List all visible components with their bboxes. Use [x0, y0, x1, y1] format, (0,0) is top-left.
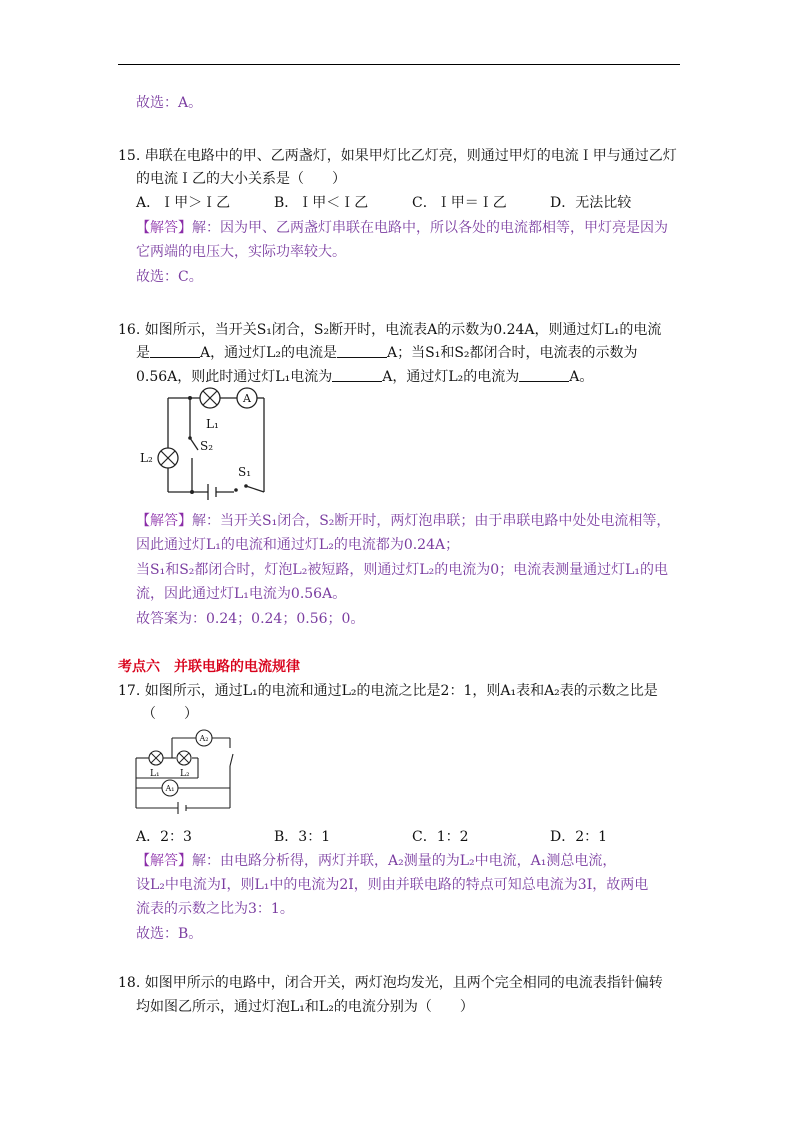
q17-answer-choice: 故选：B。: [136, 926, 203, 942]
q16-number: 16.: [118, 322, 141, 338]
lamp-l2: [177, 751, 191, 765]
svg-text:A₁: A₁: [165, 784, 175, 793]
label-s2: S₂: [200, 439, 214, 453]
q15-option-c[interactable]: C．Ｉ甲＝Ｉ乙: [412, 195, 507, 211]
label-s1: S₁: [238, 465, 252, 479]
q15-answer-choice: 故选：C。: [136, 269, 203, 285]
q16-answer-line2: 因此通过灯L₁的电流和通过灯L₂的电流都为0.24A；: [136, 537, 460, 553]
section-heading: 考点六 并联电路的电流规律: [118, 659, 300, 675]
q15-option-a[interactable]: A．Ｉ甲＞Ｉ乙: [136, 195, 231, 211]
q15-stem-line2: 的电流Ｉ乙的大小关系是（ ）: [136, 171, 346, 187]
label-l1: L₁: [206, 417, 219, 431]
label-l2: L₂: [140, 451, 153, 465]
q16-stem-line3: 0.56A，则此时通过灯L₁电流为 A，通过灯L₂的电流为 A。: [136, 369, 594, 385]
q17-option-d[interactable]: D．2：1: [550, 829, 608, 845]
q15-option-d[interactable]: D．无法比较: [550, 195, 632, 211]
q14-answer: 故选：A。: [136, 95, 203, 111]
q17-circuit-diagram: [134, 726, 244, 812]
ammeter-a: [237, 388, 257, 408]
q17-answer-line2: 设L₂中电流为I，则L₁中的电流为2I，则由并联电路的特点可知总电流为3I，故两电: [136, 877, 649, 893]
q17-number: 17.: [118, 683, 141, 699]
lamp-l2: [158, 448, 178, 468]
q15-stem-line1: 15. 串联在电路中的甲、乙两盏灯，如果甲灯比乙灯亮，则通过甲灯的电流Ｉ甲与通过乙灯: [118, 148, 677, 164]
ammeter-a1: [162, 780, 178, 796]
q17-option-c[interactable]: C．1：2: [412, 829, 469, 845]
blank-3[interactable]: [332, 369, 382, 382]
q16-stem-line2: 是 A，通过灯L₂的电流是 A；当S₁和S₂都闭合时，电流表的示数为: [136, 345, 638, 361]
q16-answer-line4: 流，因此通过灯L₁电流为0.56A。: [136, 586, 347, 602]
label-l2: L₂: [180, 769, 190, 779]
q17-answer-line3: 流表的示数之比为3：1。: [136, 901, 294, 917]
svg-text:A₂: A₂: [199, 734, 209, 743]
blank-1[interactable]: [150, 345, 200, 358]
header-rule: [118, 64, 680, 65]
q15-answer-line2: 它两端的电压大，实际功率较大。: [136, 244, 346, 260]
q16-answer-final: 故答案为：0.24；0.24；0.56；0。: [136, 611, 365, 627]
label-l1: L₁: [150, 769, 160, 779]
blank-4[interactable]: [519, 369, 569, 382]
q16-answer-line3: 当S₁和S₂都闭合时，灯泡L₂被短路，则通过灯L₂的电流为0；电流表测量通过灯L₁的电: [136, 562, 669, 578]
blank-2[interactable]: [337, 345, 387, 358]
lamp-l1: [200, 388, 220, 408]
q16-stem-line1: 16. 如图所示，当开关S₁闭合，S₂断开时，电流表A的示数为0.24A，则通过灯L₁的电流: [118, 322, 662, 338]
q15-answer-line1: 【解答】解：因为甲、乙两盏灯串联在电路中，所以各处的电流都相等，甲灯亮是因为: [136, 220, 668, 236]
ammeter-a2: [196, 730, 212, 746]
q18-number: 18.: [118, 975, 141, 991]
q16-circuit-diagram: [140, 386, 280, 498]
lamp-l1: [149, 751, 163, 765]
q17-answer-line1: 【解答】解：由电路分析得，两灯并联，A₂测量的为L₂中电流，A₁测总电流，: [136, 853, 617, 869]
q17-stem-line2: （ ）: [142, 706, 198, 722]
q17-option-b[interactable]: B．3：1: [274, 829, 331, 845]
svg-text:A: A: [243, 392, 251, 405]
q18-stem-line2: 均如图乙所示，通过灯泡L₁和L₂的电流分别为（ ）: [136, 999, 474, 1015]
q18-stem-line1: 18. 如图甲所示的电路中，闭合开关，两灯泡均发光，且两个完全相同的电流表指针偏转: [118, 975, 663, 991]
q15-number: 15.: [118, 148, 141, 164]
q17-stem-line1: 17. 如图所示，通过L₁的电流和通过L₂的电流之比是2：1，则A₁表和A₂表的示数之比是: [118, 683, 658, 699]
q16-answer-line1: 【解答】解：当开关S₁闭合，S₂断开时，两灯泡串联；由于串联电路中处处电流相等，: [136, 513, 671, 529]
q15-option-b[interactable]: B．Ｉ甲＜Ｉ乙: [274, 195, 369, 211]
q17-option-a[interactable]: A．2：3: [136, 829, 192, 845]
